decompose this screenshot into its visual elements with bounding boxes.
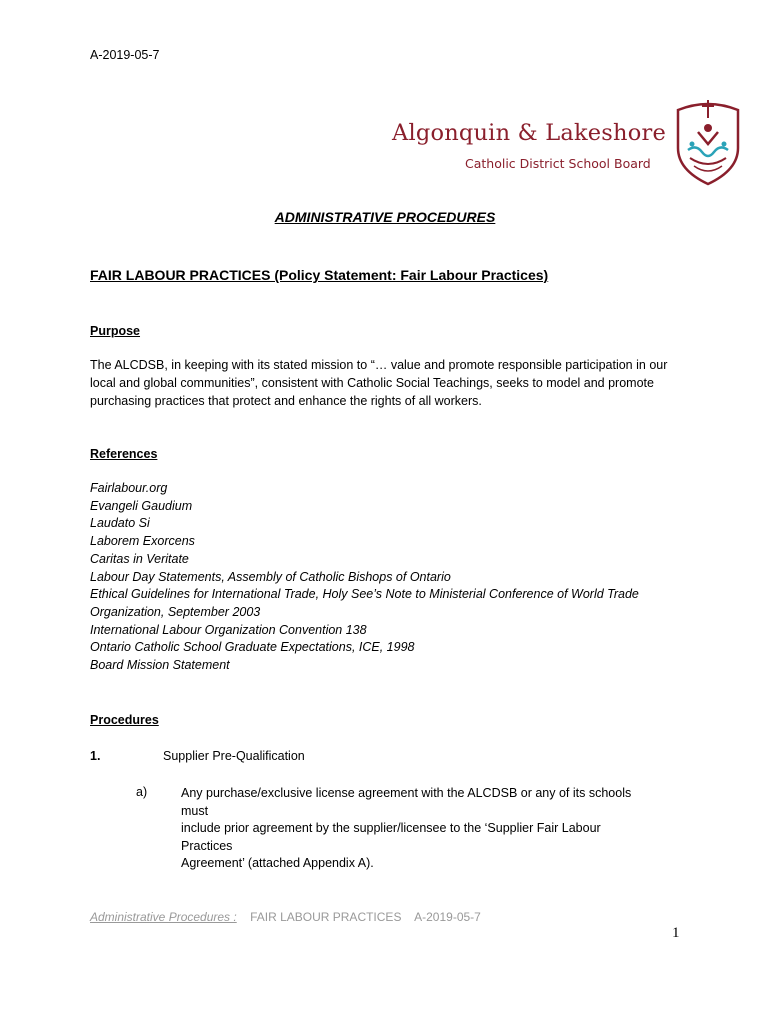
procedure-subitem-letter: a) xyxy=(136,785,148,799)
procedure-subitem-line: include prior agreement by the supplier/licensee to the ‘Supplier Fair Labour Practices xyxy=(181,821,601,853)
reference-item: Evangeli Gaudium xyxy=(90,498,193,513)
document-title: ADMINISTRATIVE PROCEDURES xyxy=(274,209,496,225)
logo-board-subtitle: Catholic District School Board xyxy=(465,156,651,171)
procedure-subitem-line: Any purchase/exclusive license agreement with the ALCDSB or any of its schools must xyxy=(181,786,632,818)
reference-item: Fairlabour.org xyxy=(90,481,168,495)
footer-label: Administrative Procedures : xyxy=(90,910,237,924)
logo-board-name: Algonquin & Lakeshore xyxy=(392,120,666,146)
procedure-number: 1. xyxy=(90,749,101,763)
purpose-line: purchasing practices that protect and enhance the rights of all workers. xyxy=(90,394,482,408)
reference-item: Ontario Catholic School Graduate Expectations, ICE, 1998 xyxy=(90,640,415,655)
footer-title: FAIR LABOUR PRACTICES xyxy=(250,910,402,924)
purpose-line: The ALCDSB, in keeping with its stated mission to “… value and promote responsible participation in our xyxy=(90,358,668,372)
procedures-heading: Procedures xyxy=(90,713,159,727)
reference-item: Ethical Guidelines for International Trade, Holy See’s Note to Ministerial Conference of World Trade xyxy=(90,587,639,602)
reference-item: Laudato Si xyxy=(90,516,150,531)
references-heading: References xyxy=(90,447,158,461)
school-crest-icon xyxy=(672,96,744,188)
page-number: 1 xyxy=(672,925,680,941)
reference-item: Labour Day Statements, Assembly of Catholic Bishops of Ontario xyxy=(90,569,451,584)
purpose-heading: Purpose xyxy=(90,324,141,338)
footer-doc-id: A-2019-05-7 xyxy=(414,910,481,924)
reference-item: Caritas in Veritate xyxy=(90,551,189,566)
policy-title: FAIR LABOUR PRACTICES (Policy Statement: Fair Labour Practices) xyxy=(90,267,549,283)
board-logo xyxy=(390,96,745,188)
reference-item: Organization, September 2003 xyxy=(90,604,261,619)
procedure-label: Supplier Pre-Qualification xyxy=(163,749,305,763)
reference-item: Laborem Exorcens xyxy=(90,534,195,549)
page-footer xyxy=(90,910,481,924)
purpose-line: local and global communities”, consistent with Catholic Social Teachings, seeks to model and promote xyxy=(90,376,654,390)
document-id: A-2019-05-7 xyxy=(90,48,160,62)
reference-item: International Labour Organization Convention 138 xyxy=(90,622,367,637)
reference-item: Board Mission Statement xyxy=(90,658,230,673)
procedure-subitem-text xyxy=(181,785,651,873)
references-list xyxy=(90,480,690,675)
procedure-subitem-line: Agreement’ (attached Appendix A). xyxy=(181,856,374,870)
purpose-paragraph xyxy=(90,356,690,410)
